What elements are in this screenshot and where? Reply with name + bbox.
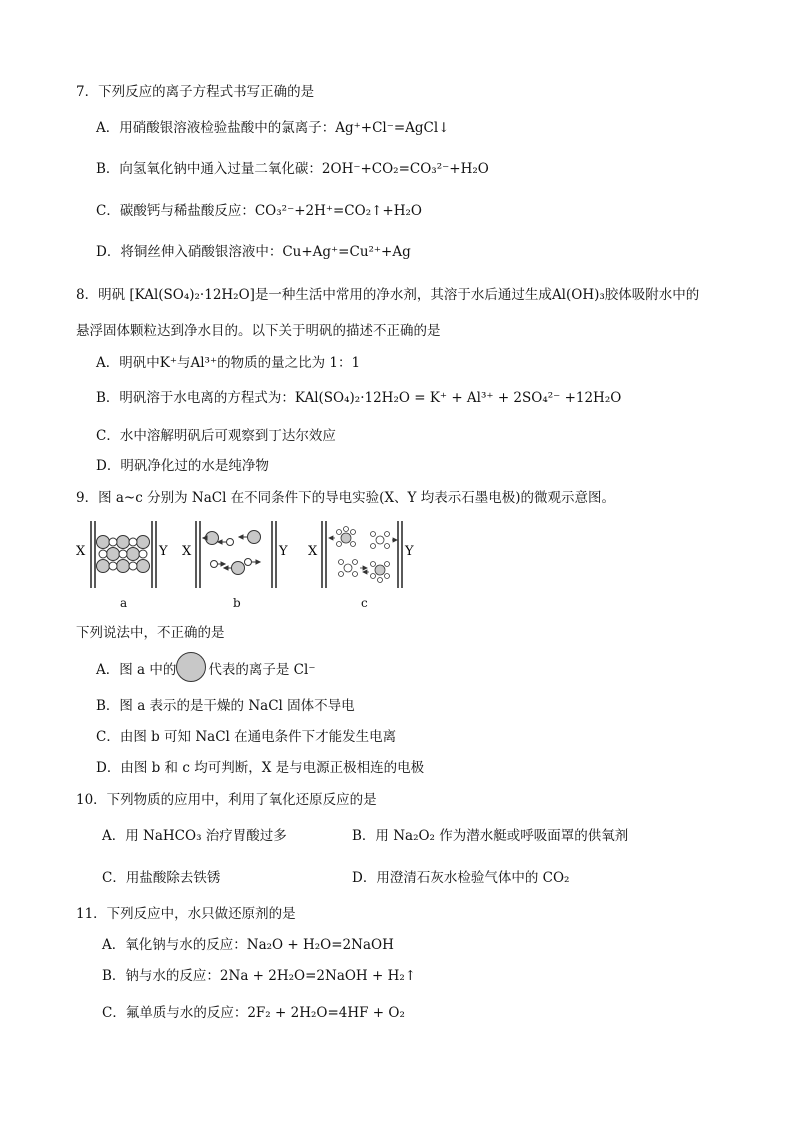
q8-formula: [KAl(SO₄)₂·12H₂O] [129, 287, 255, 303]
q7-b-equation: 2OH⁻+CO₂=CO₃²⁻+H₂O [321, 161, 489, 177]
q11-b-equation: 2Na + 2H₂O=2NaOH + H₂↑ [219, 968, 417, 984]
q11-b-text: B．钠与水的反应： [102, 968, 220, 984]
q10-option-a: A．用 NaHCO₃ 治疗胃酸过多 [102, 828, 287, 844]
q8-stem-c: 胶体吸附水中的 [604, 287, 700, 303]
q7-b-text: B．向氢氧化钠中通入过量二氧化碳： [96, 161, 322, 177]
q11-option-a [102, 936, 394, 954]
q9-option-c: C．由图 b 可知 NaCl 在通电条件下才能发生电离 [96, 729, 397, 745]
q9-a-pre: A．图 a 中的 [96, 662, 177, 678]
q8-stem [76, 286, 699, 304]
q7-option-b [96, 160, 489, 178]
q8-b-text: B．明矾溶于水电离的方程式为： [96, 390, 295, 406]
q8-stem-line2: 悬浮固体颗粒达到净水目的。以下关于明矾的描述不正确的是 [76, 323, 441, 339]
figure-b-caption: b [233, 596, 241, 610]
q8-b-equation: KAl(SO₄)₂·12H₂O = K⁺ + Al³⁺ + 2SO₄²⁻ +12H₂O [294, 390, 622, 406]
q11-stem: 11．下列反应中，水只做还原剂的是 [76, 906, 296, 922]
q9-option-d: D．由图 b 和 c 均可判断，X 是与电源正极相连的电极 [96, 760, 425, 776]
q8-stem-a: 8．明矾 [76, 287, 126, 303]
q7-option-c [96, 202, 422, 220]
electrode-y-label: Y [159, 544, 168, 559]
q7-option-a [96, 119, 450, 137]
q11-a-equation: Na₂O + H₂O=2NaOH [246, 937, 394, 953]
q10-option-b: B．用 Na₂O₂ 作为潜水艇或呼吸面罩的供氧剂 [352, 828, 629, 844]
q11-c-text: C．氟单质与水的反应： [102, 1005, 248, 1021]
q9-option-b: B．图 a 表示的是干燥的 NaCl 固体不导电 [96, 698, 355, 714]
q11-c-equation: 2F₂ + 2H₂O=4HF + O₂ [247, 1005, 405, 1021]
figure-c-caption: c [361, 596, 368, 610]
figure-a [76, 518, 172, 590]
q7-d-text: D．将铜丝伸入硝酸银溶液中： [96, 244, 283, 260]
q7-a-equation: Ag⁺+Cl⁻=AgCl↓ [335, 120, 450, 136]
q11-option-c [102, 1004, 405, 1022]
q9-lead: 下列说法中，不正确的是 [76, 625, 225, 641]
q7-d-equation: Cu+Ag⁺=Cu²⁺+Ag [282, 244, 411, 260]
q11-a-text: A．氧化钠与水的反应： [102, 937, 247, 953]
q8-stem-b: 是一种生活中常用的净水剂，其溶于水后通过生成 [254, 287, 552, 303]
q8-option-d: D．明矾净化过的水是纯净物 [96, 458, 269, 474]
q9-a-post: 代表的离子是 Cl⁻ [208, 662, 316, 678]
q8-colloid: Al(OH)₃ [551, 287, 605, 303]
figure-b [182, 518, 294, 590]
q10-stem: 10．下列物质的应用中，利用了氧化还原反应的是 [76, 792, 377, 808]
q10-option-d: D．用澄清石灰水检验气体中的 CO₂ [352, 870, 570, 886]
svg-text:Y: Y [279, 544, 288, 559]
electrode-x-label: X [76, 544, 86, 559]
figure-a-caption: a [120, 596, 128, 610]
svg-text:Y: Y [405, 544, 414, 559]
q7-c-equation: CO₃²⁻+2H⁺=CO₂↑+H₂O [254, 203, 422, 219]
q9-stem: 9．图 a~c 分别为 NaCl 在不同条件下的导电实验(X、Y 均表示石墨电极)的微观示意图。 [76, 490, 616, 506]
q7-stem: 7．下列反应的离子方程式书写正确的是 [76, 84, 315, 100]
q8-option-a: A．明矾中K⁺与Al³⁺的物质的量之比为 1：1 [96, 355, 361, 371]
figure-c [308, 518, 420, 590]
svg-text:X: X [182, 544, 192, 559]
q7-option-d [96, 243, 411, 261]
q10-option-c: C．用盐酸除去铁锈 [102, 870, 221, 886]
chloride-ion-ball-icon [176, 652, 206, 682]
q7-a-text: A．用硝酸银溶液检验盐酸中的氯离子： [96, 120, 336, 136]
q7-c-text: C．碳酸钙与稀盐酸反应： [96, 203, 255, 219]
svg-text:X: X [308, 544, 318, 559]
q8-option-b [96, 389, 621, 407]
q8-option-c: C．水中溶解明矾后可观察到丁达尔效应 [96, 428, 336, 444]
q11-option-b [102, 967, 416, 985]
